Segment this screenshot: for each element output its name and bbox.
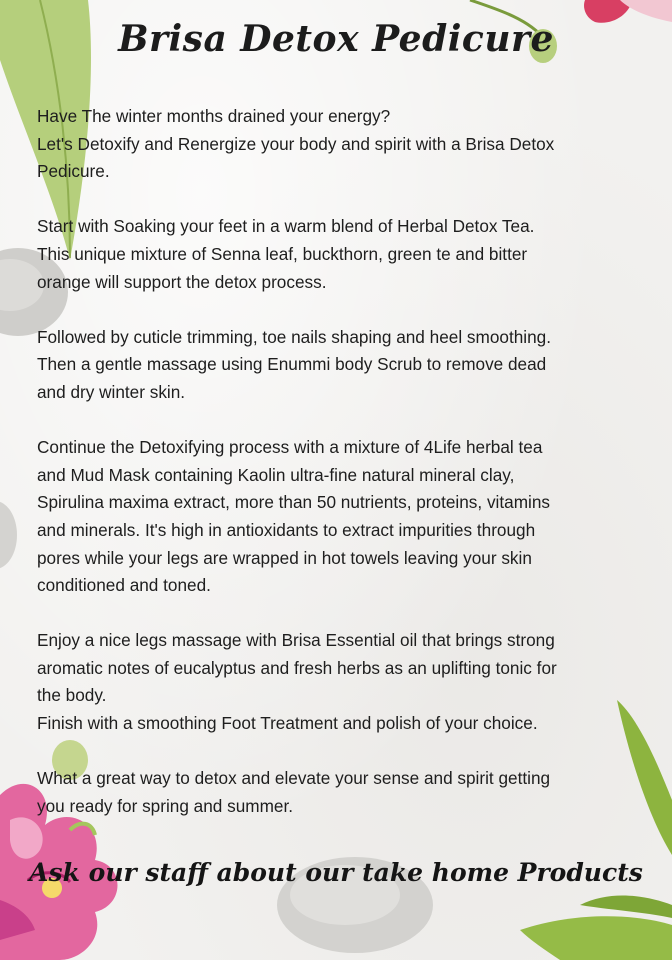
- paragraph-line: Pedicure.: [37, 161, 110, 182]
- paragraph-line: Continue the Detoxifying process with a mixture of 4Life herbal tea: [37, 437, 543, 458]
- paragraph-line: and minerals. It's high in antioxidants to extract impurities through: [37, 519, 536, 540]
- spa-stone-left-small: [0, 501, 17, 569]
- paragraph-line: orange will support the detox process.: [37, 271, 327, 292]
- page-title: Brisa Detox Pedicure: [118, 18, 554, 60]
- paragraph-line: Then a gentle massage using Enummi body Scrub to remove dead: [37, 354, 547, 375]
- paragraph-line: pores while your legs are wrapped in hot towels leaving your skin: [37, 547, 532, 568]
- paragraph-line: Spirulina maxima extract, more than 50 nutrients, proteins, vitamins: [37, 492, 550, 513]
- paragraph-line: the body.: [37, 685, 107, 706]
- paragraph: [37, 103, 647, 186]
- paragraph-line: Followed by cuticle trimming, toe nails shaping and heel smoothing.: [37, 326, 551, 347]
- paragraph-line: aromatic notes of eucalyptus and fresh herbs as an uplifting tonic for: [37, 657, 557, 678]
- description-body: [37, 103, 647, 848]
- paragraph: [37, 627, 647, 737]
- paragraph: [37, 434, 647, 600]
- paragraph-line: Start with Soaking your feet in a warm blend of Herbal Detox Tea.: [37, 216, 535, 237]
- tagline: Ask our staff about our take home Products: [29, 858, 643, 887]
- paragraph-line: Finish with a smoothing Foot Treatment and polish of your choice.: [37, 713, 538, 734]
- paragraph-line: Let's Detoxify and Renergize your body and spirit with a Brisa Detox: [37, 133, 555, 154]
- paragraph-line: you ready for spring and summer.: [37, 795, 294, 816]
- paragraph: [37, 765, 647, 820]
- paragraph: [37, 213, 647, 296]
- paragraph-line: What a great way to detox and elevate your sense and spirit getting: [37, 768, 551, 789]
- paragraph-line: This unique mixture of Senna leaf, buckthorn, green te and bitter: [37, 243, 528, 264]
- paragraph-line: Enjoy a nice legs massage with Brisa Essential oil that brings strong: [37, 630, 555, 651]
- paragraph-line: Have The winter months drained your energy?: [37, 106, 391, 126]
- paragraph-line: and dry winter skin.: [37, 381, 186, 402]
- paragraph-line: and Mud Mask containing Kaolin ultra-fine natural mineral clay,: [37, 464, 515, 485]
- paragraph-line: conditioned and toned.: [37, 575, 211, 596]
- paragraph: [37, 324, 647, 407]
